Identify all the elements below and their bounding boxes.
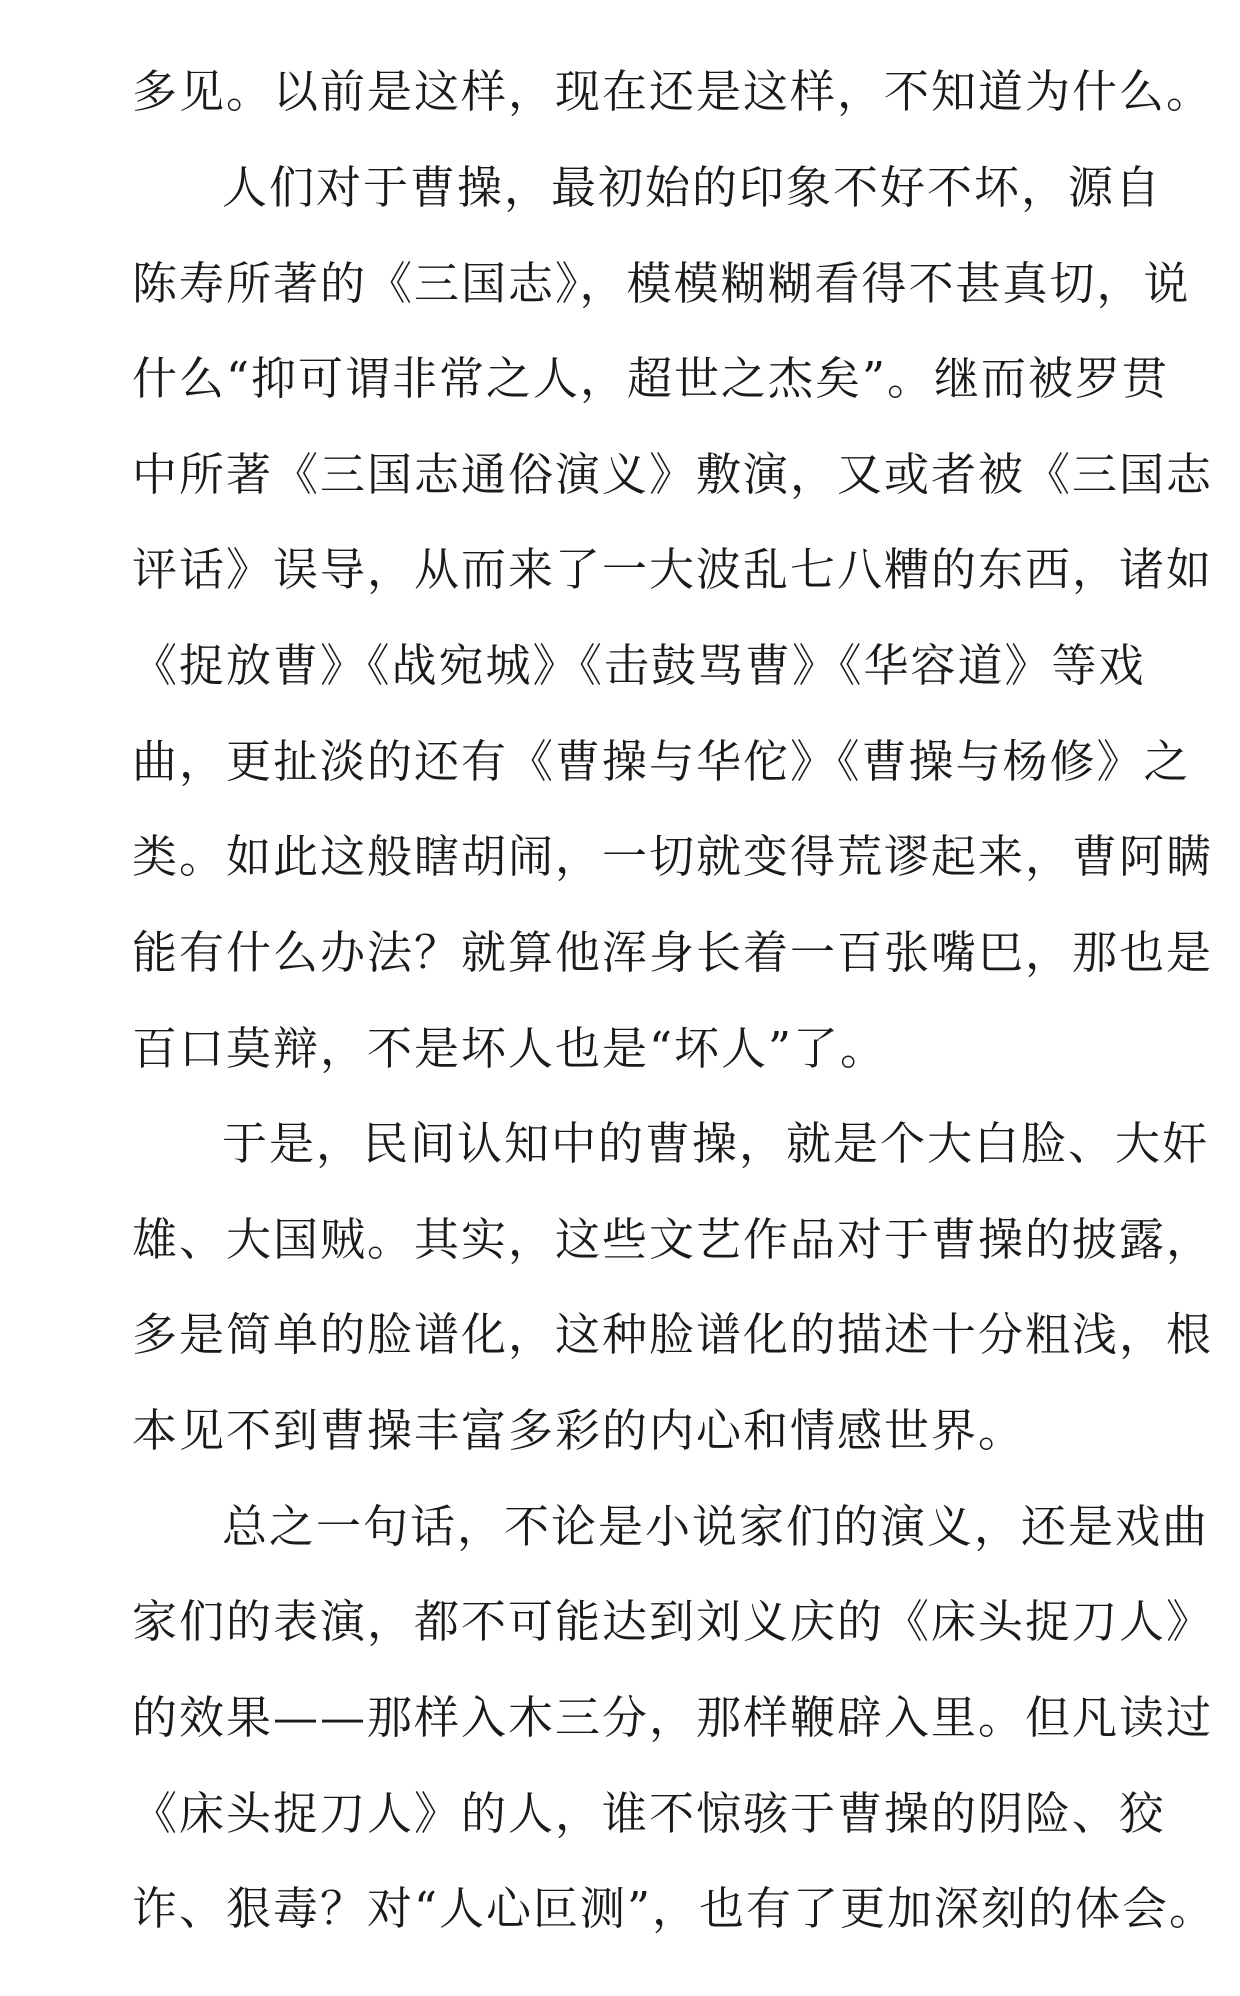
text-line: 类。如此这般瞎胡闹，一切就变得荒谬起来，曹阿瞒	[132, 830, 1214, 883]
text-line: 多见。以前是这样，现在还是这样，不知道为什么。	[132, 65, 1214, 118]
text-line: 诈、狠毒？对“人心叵测”，也有了更加深刻的体会。	[132, 1882, 1217, 1935]
text-line: 家们的表演，都不可能达到刘义庆的《床头捉刀人》	[132, 1595, 1214, 1648]
text-line: 什么“抑可谓非常之人，超世之杰矣”。继而被罗贯	[132, 352, 1170, 405]
text-line: 百口莫辩，不是坏人也是“坏人”了。	[132, 1022, 888, 1075]
text-line: 《床头捉刀人》的人，谁不惊骇于曹操的阴险、狡	[132, 1787, 1167, 1840]
text-line: 多是简单的脸谱化，这种脸谱化的描述十分粗浅，根	[132, 1308, 1214, 1361]
text-line: 《捉放曹》《战宛城》《击鼓骂曹》《华容道》等戏	[132, 639, 1146, 692]
text-line: 的效果——那样入木三分，那样鞭辟入里。但凡读过	[132, 1691, 1214, 1744]
paragraph-first-line: 于是，民间认知中的曹操，就是个大白脸、大奸	[222, 1117, 1210, 1170]
text-line: 中所著《三国志通俗演义》敷演，又或者被《三国志	[132, 448, 1214, 501]
paragraph-first-line: 人们对于曹操，最初始的印象不好不坏，源自	[222, 161, 1163, 214]
text-line: 陈寿所著的《三国志》，模模糊糊看得不甚真切，说	[132, 257, 1191, 310]
text-line: 能有什么办法？就算他浑身长着一百张嘴巴，那也是	[132, 926, 1214, 979]
paragraph-first-line: 总之一句话，不论是小说家们的演义，还是戏曲	[222, 1500, 1210, 1553]
text-line: 雄、大国贼。其实，这些文艺作品对于曹操的披露，	[132, 1213, 1214, 1266]
text-line: 曲，更扯淡的还有《曹操与华佗》《曹操与杨修》之	[132, 735, 1191, 788]
text-line: 评话》误导，从而来了一大波乱七八糟的东西，诸如	[132, 543, 1214, 596]
text-line: 本见不到曹操丰富多彩的内心和情感世界。	[132, 1404, 1026, 1457]
